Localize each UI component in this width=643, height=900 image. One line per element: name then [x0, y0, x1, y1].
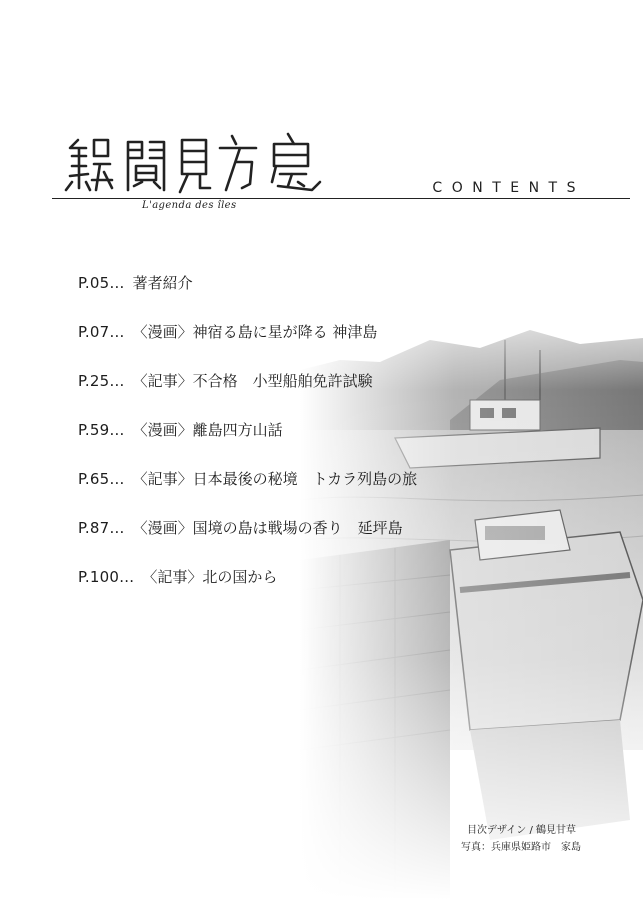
toc-page-number: P.100…	[78, 568, 135, 586]
toc-item[interactable]	[78, 417, 417, 466]
toc-page-number: P.87…	[78, 519, 125, 537]
toc-title: 〈記事〉日本最後の秘境 トカラ列島の旅	[132, 470, 418, 488]
toc-page-number: P.07…	[78, 323, 125, 341]
contents-heading: CONTENTS	[432, 180, 585, 196]
title-logo	[50, 122, 350, 202]
toc-item[interactable]	[78, 319, 417, 368]
toc-item[interactable]	[78, 564, 417, 613]
toc-title: 〈記事〉不合格 小型船舶免許試験	[132, 372, 373, 390]
toc-title: 〈漫画〉国境の島は戦場の香り 延坪島	[132, 519, 403, 537]
toc-title: 著者紹介	[132, 274, 193, 292]
photo-credit: 写真：兵庫県姫路市 家島	[461, 842, 581, 853]
toc-list	[78, 270, 417, 613]
toc-page-number: P.25…	[78, 372, 125, 390]
toc-item[interactable]	[78, 515, 417, 564]
toc-title: 〈漫画〉神宿る島に星が降る 神津島	[132, 323, 378, 341]
title-divider	[52, 198, 630, 199]
toc-item[interactable]	[78, 270, 417, 319]
toc-page-number: P.65…	[78, 470, 125, 488]
toc-item[interactable]	[78, 368, 417, 417]
title-logo-art	[50, 122, 350, 202]
toc-title: 〈記事〉北の国から	[142, 568, 278, 586]
toc-item[interactable]	[78, 466, 417, 515]
subtitle: L'agenda des îles	[142, 200, 237, 211]
toc-page-number: P.05…	[78, 274, 125, 292]
design-credit: 目次デザイン / 鶴見甘草	[467, 825, 577, 836]
toc-title: 〈漫画〉離島四方山話	[132, 421, 283, 439]
toc-page-number: P.59…	[78, 421, 125, 439]
credits	[461, 822, 581, 856]
